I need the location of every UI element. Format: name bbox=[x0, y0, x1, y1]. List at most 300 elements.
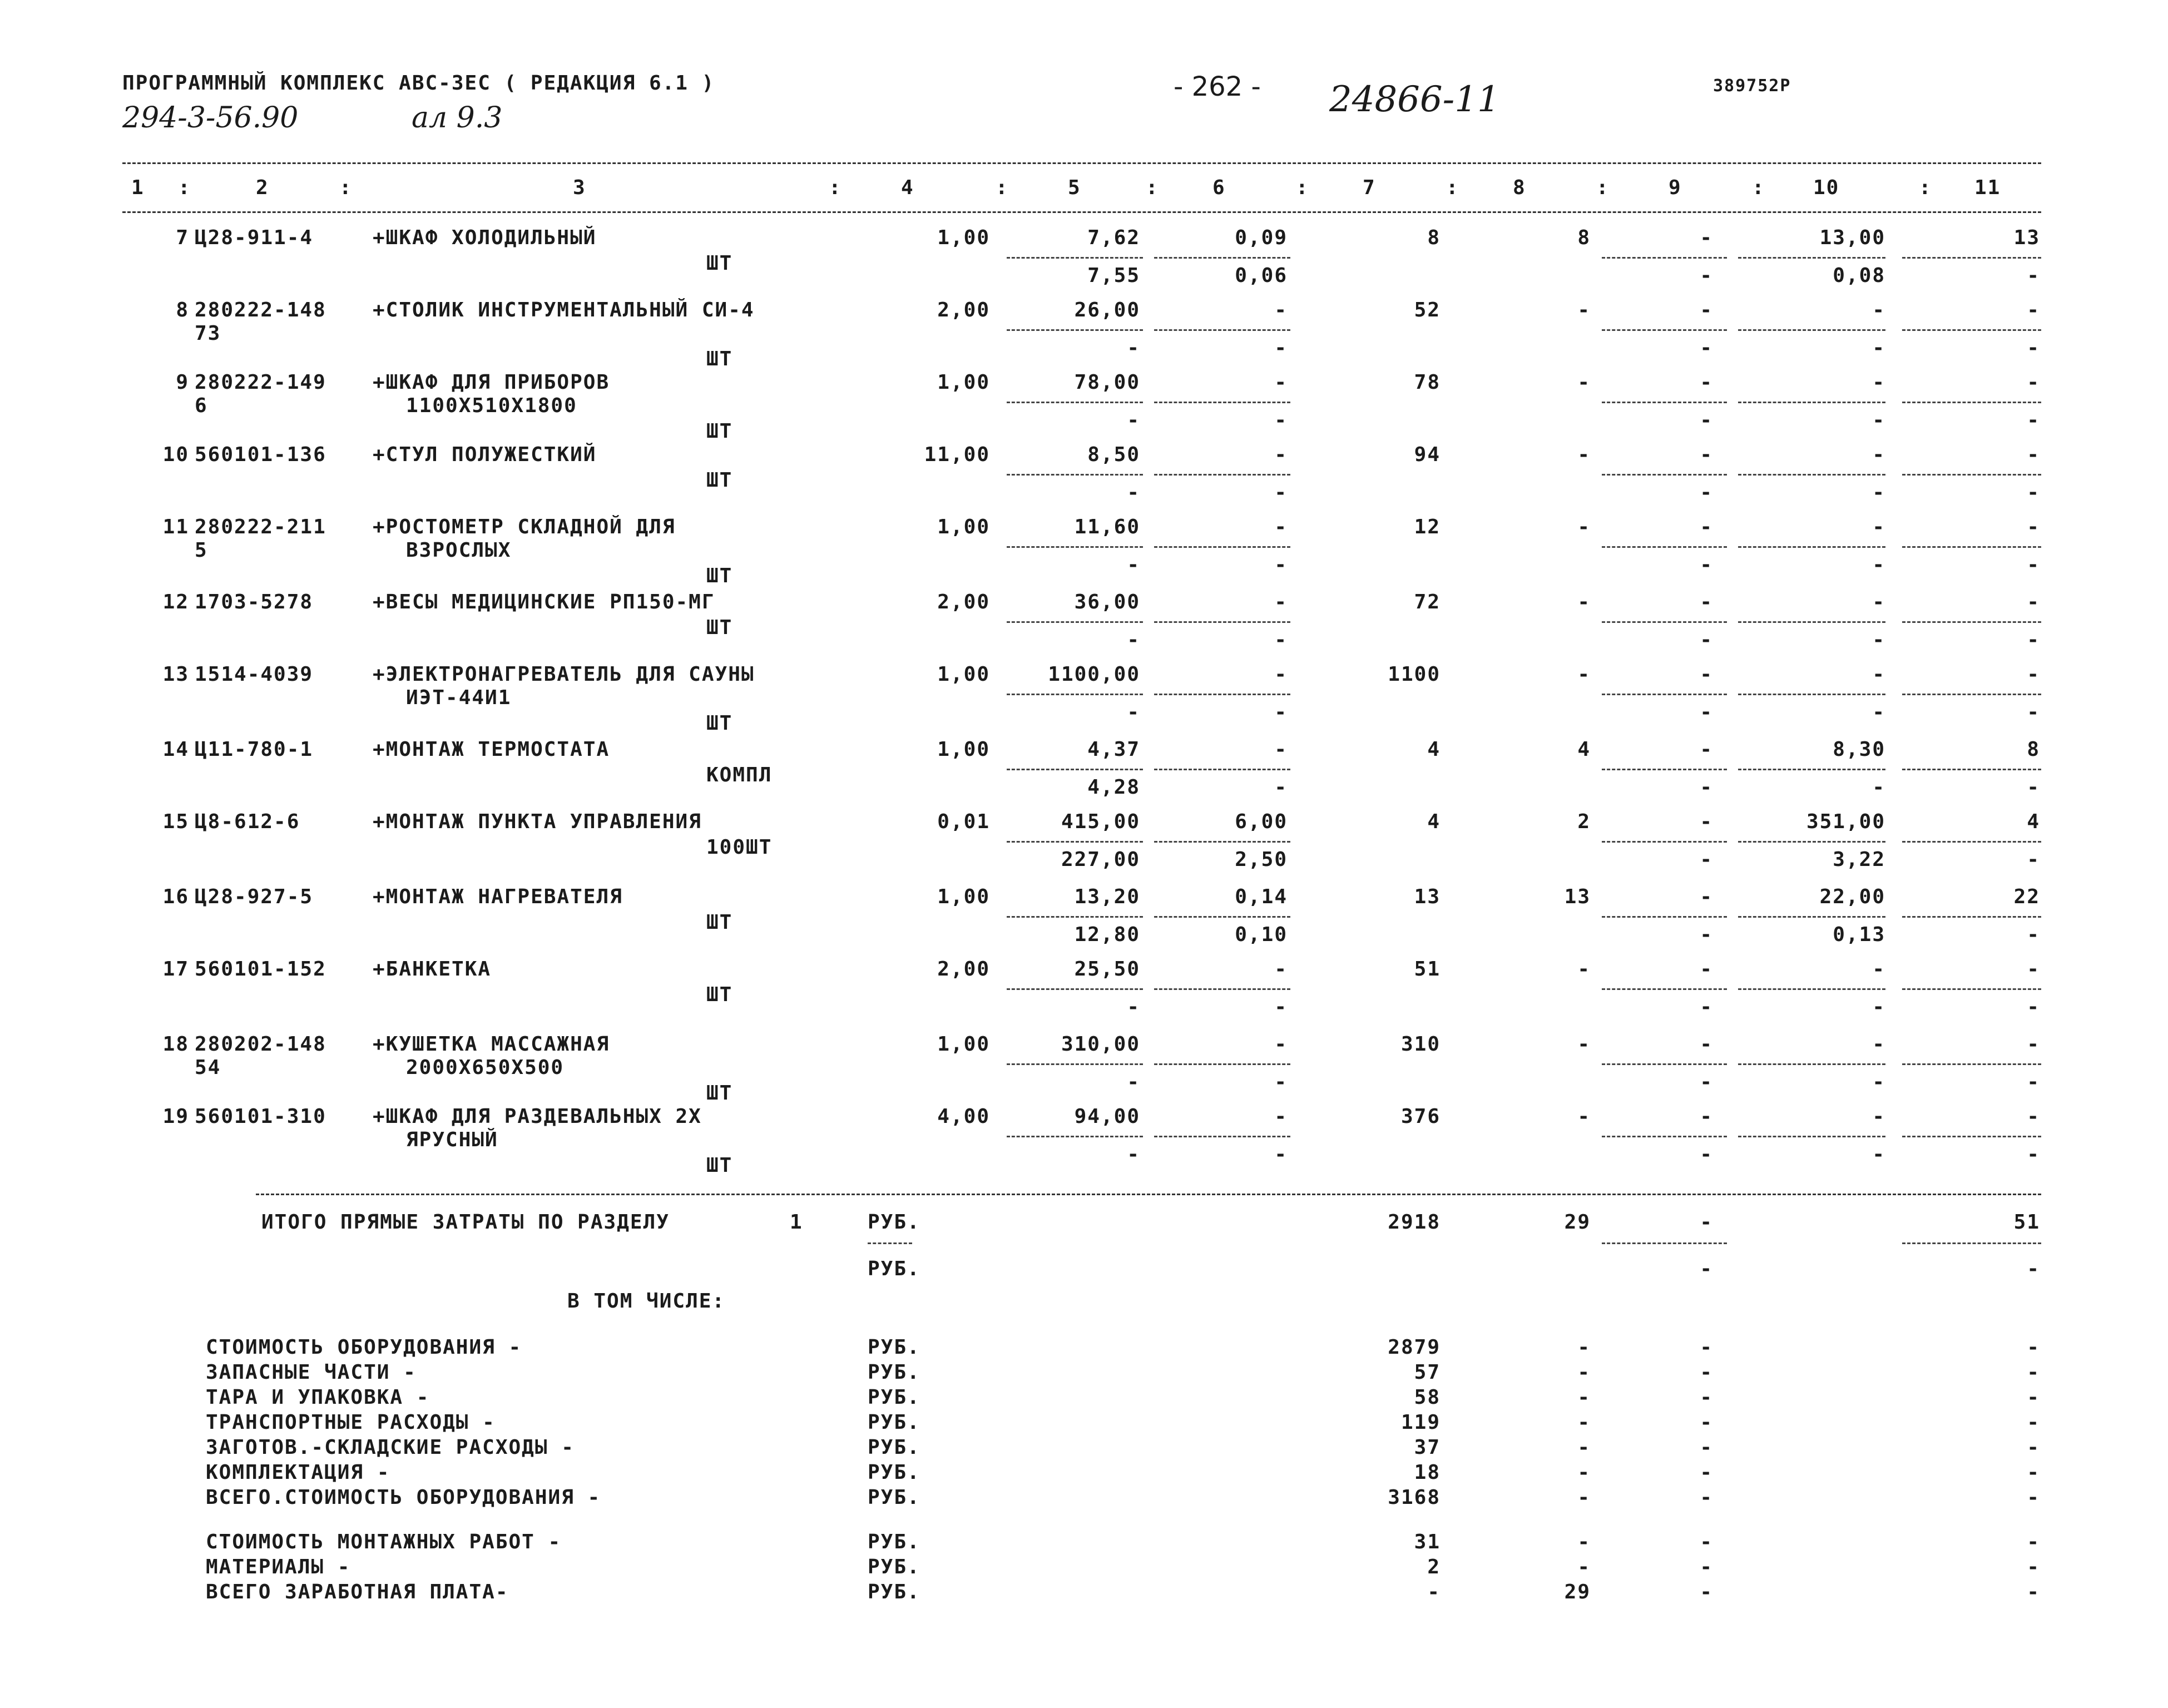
summary-col11: - bbox=[2027, 1581, 2040, 1603]
total-wages: 2 bbox=[1577, 810, 1591, 833]
unit-cost: 415,00 bbox=[1061, 810, 1140, 833]
quantity: 1,00 bbox=[937, 371, 990, 394]
cell-rule bbox=[1007, 1063, 1143, 1065]
col11-value: 8 bbox=[2027, 738, 2040, 761]
quantity: 4,00 bbox=[937, 1105, 990, 1128]
summary-col9: - bbox=[1700, 1386, 1713, 1409]
cell-rule bbox=[1738, 474, 1885, 476]
cell-rule bbox=[1154, 257, 1290, 259]
column-header: 1 bbox=[131, 176, 145, 199]
summary-unit: РУБ. bbox=[868, 1531, 920, 1553]
col10-sub-value: - bbox=[1872, 409, 1885, 432]
unit-wage: 7,55 bbox=[1087, 264, 1140, 287]
cell-rule bbox=[1007, 474, 1143, 476]
summary-wages: - bbox=[1577, 1361, 1591, 1384]
summary-wages: - bbox=[1577, 1531, 1591, 1553]
item-code: Ц28-927-5 bbox=[195, 885, 314, 908]
col9-value: - bbox=[1700, 516, 1713, 538]
unit-cost-machines: - bbox=[1274, 443, 1288, 466]
col9-value: - bbox=[1700, 958, 1713, 981]
item-name: +БАНКЕТКА bbox=[373, 958, 492, 981]
unit-cost: 13,20 bbox=[1074, 885, 1140, 908]
page-number: - 262 - bbox=[1174, 71, 1261, 102]
unit-cost-machines: - bbox=[1274, 516, 1288, 538]
unit-of-measure: ШТ bbox=[706, 1082, 733, 1105]
unit-cost-machines: - bbox=[1274, 738, 1288, 761]
col11-sub-value: - bbox=[2027, 1143, 2040, 1166]
column-separator: : bbox=[1296, 176, 1309, 199]
col11-value: - bbox=[2027, 1105, 2040, 1128]
unit-of-measure: ШТ bbox=[706, 1154, 733, 1177]
cell-rule bbox=[1154, 841, 1290, 843]
total-wages: - bbox=[1577, 371, 1591, 394]
col9-sub-value: - bbox=[1700, 264, 1713, 287]
col11-value: - bbox=[2027, 663, 2040, 686]
cell-rule bbox=[1738, 257, 1885, 259]
col10-sub-value: - bbox=[1872, 701, 1885, 724]
unit-of-measure: ШТ bbox=[706, 469, 733, 492]
item-name: +ШКАФ ХОЛОДИЛЬНЫЙ bbox=[373, 226, 597, 249]
cell-rule bbox=[1602, 621, 1727, 623]
item-name: +РОСТОМЕТР СКЛАДНОЙ ДЛЯ bbox=[373, 516, 676, 538]
item-code: 560101-152 bbox=[195, 958, 326, 981]
cell-rule bbox=[1154, 329, 1290, 331]
col9-sub-value: - bbox=[1700, 1071, 1713, 1093]
totals-col9-sub: - bbox=[1700, 1258, 1713, 1280]
item-code: 73 bbox=[195, 322, 221, 345]
row-number: 13 bbox=[162, 663, 189, 686]
col11-sub-value: - bbox=[2027, 409, 2040, 432]
summary-unit: РУБ. bbox=[868, 1336, 920, 1359]
item-code: 1514-4039 bbox=[195, 663, 314, 686]
summary-cost: 2 bbox=[1427, 1556, 1441, 1578]
totals-label: ИТОГО ПРЯМЫЕ ЗАТРАТЫ ПО РАЗДЕЛУ bbox=[261, 1211, 670, 1234]
column-header: 5 bbox=[1068, 176, 1081, 199]
col9-sub-value: - bbox=[1700, 848, 1713, 871]
col11-sub-value: - bbox=[2027, 336, 2040, 359]
cell-rule bbox=[1738, 1063, 1885, 1065]
table-header-rule bbox=[122, 211, 2041, 213]
col10-sub-value: 0,13 bbox=[1833, 923, 1885, 946]
column-separator: : bbox=[339, 176, 353, 199]
summary-label: СТОИМОСТЬ ОБОРУДОВАНИЯ - bbox=[206, 1336, 522, 1359]
cell-rule bbox=[1602, 1136, 1727, 1137]
cell-rule bbox=[1154, 474, 1290, 476]
row-number: 17 bbox=[162, 958, 189, 981]
cell-rule bbox=[1902, 474, 2041, 476]
unit-of-measure: ШТ bbox=[706, 252, 733, 275]
unit-wage: 12,80 bbox=[1074, 923, 1140, 946]
unit-wage: 227,00 bbox=[1061, 848, 1140, 871]
column-header: 11 bbox=[1974, 176, 2001, 199]
cell-rule bbox=[1902, 329, 2041, 331]
item-code: 560101-136 bbox=[195, 443, 326, 466]
cell-rule bbox=[1902, 988, 2041, 990]
summary-col11: - bbox=[2027, 1386, 2040, 1409]
column-separator: : bbox=[829, 176, 842, 199]
cell-rule bbox=[1154, 402, 1290, 403]
unit-wage-machines: 2,50 bbox=[1235, 848, 1288, 871]
col10-sub-value: - bbox=[1872, 628, 1885, 651]
summary-col11: - bbox=[2027, 1361, 2040, 1384]
cell-rule bbox=[1738, 694, 1885, 695]
unit-wage-machines: - bbox=[1274, 336, 1288, 359]
item-name: +СТУЛ ПОЛУЖЕСТКИЙ bbox=[373, 443, 597, 466]
column-separator: : bbox=[1752, 176, 1765, 199]
cell-rule bbox=[1154, 1063, 1290, 1065]
col10-value: - bbox=[1872, 958, 1885, 981]
col10-value: 351,00 bbox=[1806, 810, 1885, 833]
row-number: 15 bbox=[162, 810, 189, 833]
unit-cost: 25,50 bbox=[1074, 958, 1140, 981]
cell-rule bbox=[1902, 621, 2041, 623]
summary-label: ВСЕГО.СТОИМОСТЬ ОБОРУДОВАНИЯ - bbox=[206, 1486, 601, 1509]
quantity: 1,00 bbox=[937, 663, 990, 686]
unit-wage: - bbox=[1127, 409, 1140, 432]
col11-value: 22 bbox=[2013, 885, 2040, 908]
total-wages: - bbox=[1577, 591, 1591, 613]
col11-value: - bbox=[2027, 958, 2040, 981]
total-wages: - bbox=[1577, 663, 1591, 686]
summary-col11: - bbox=[2027, 1461, 2040, 1484]
summary-wages: - bbox=[1577, 1556, 1591, 1578]
col11-value: - bbox=[2027, 1033, 2040, 1056]
col11-value: - bbox=[2027, 371, 2040, 394]
totals-unit: РУБ. bbox=[868, 1211, 920, 1234]
unit-wage: - bbox=[1127, 996, 1140, 1018]
total-cost: 72 bbox=[1414, 591, 1441, 613]
column-header: 8 bbox=[1513, 176, 1526, 199]
total-wages: - bbox=[1577, 299, 1591, 321]
col9-sub-value: - bbox=[1700, 776, 1713, 799]
row-number: 9 bbox=[176, 371, 189, 394]
column-header: 10 bbox=[1813, 176, 1840, 199]
col10-value: 13,00 bbox=[1819, 226, 1885, 249]
cell-rule bbox=[1738, 546, 1885, 548]
item-name: ИЭТ-44И1 bbox=[406, 686, 512, 709]
unit-cost-machines: 0,09 bbox=[1235, 226, 1288, 249]
totals-col11: 51 bbox=[2013, 1211, 2040, 1234]
summary-cost: 57 bbox=[1414, 1361, 1441, 1384]
row-number: 16 bbox=[162, 885, 189, 908]
cell-rule bbox=[1738, 1136, 1885, 1137]
cell-rule bbox=[1738, 988, 1885, 990]
col9-sub-value: - bbox=[1700, 1143, 1713, 1166]
row-number: 8 bbox=[176, 299, 189, 321]
unit-cost-machines: - bbox=[1274, 958, 1288, 981]
totals-rule bbox=[1902, 1242, 2041, 1244]
summary-unit: РУБ. bbox=[868, 1556, 920, 1578]
summary-label: ЗАГОТОВ.-СКЛАДСКИЕ РАСХОДЫ - bbox=[206, 1436, 575, 1459]
col10-value: - bbox=[1872, 443, 1885, 466]
col9-sub-value: - bbox=[1700, 996, 1713, 1018]
unit-cost: 310,00 bbox=[1061, 1033, 1140, 1056]
totals-col9: - bbox=[1700, 1211, 1713, 1234]
cell-rule bbox=[1602, 988, 1727, 990]
col10-value: - bbox=[1872, 591, 1885, 613]
item-name: +МОНТАЖ ТЕРМОСТАТА bbox=[373, 738, 610, 761]
summary-unit: РУБ. bbox=[868, 1581, 920, 1603]
item-code: 1703-5278 bbox=[195, 591, 314, 613]
unit-wage-machines: - bbox=[1274, 1143, 1288, 1166]
unit-cost-machines: - bbox=[1274, 1033, 1288, 1056]
col11-sub-value: - bbox=[2027, 996, 2040, 1018]
cell-rule bbox=[1602, 329, 1727, 331]
item-code: 280222-211 bbox=[195, 516, 326, 538]
summary-wages: - bbox=[1577, 1386, 1591, 1409]
handwritten-document-number: 24866-11 bbox=[1329, 79, 1500, 120]
col10-value: - bbox=[1872, 371, 1885, 394]
col11-sub-value: - bbox=[2027, 628, 2040, 651]
col11-sub-value: - bbox=[2027, 776, 2040, 799]
column-header: 3 bbox=[573, 176, 586, 199]
summary-unit: РУБ. bbox=[868, 1411, 920, 1434]
unit-cost: 8,50 bbox=[1087, 443, 1140, 466]
item-name: ВЗРОСЛЫХ bbox=[406, 539, 512, 562]
cell-rule bbox=[1902, 1136, 2041, 1137]
quantity: 1,00 bbox=[937, 516, 990, 538]
col9-value: - bbox=[1700, 371, 1713, 394]
summary-col9: - bbox=[1700, 1581, 1713, 1603]
summary-col9: - bbox=[1700, 1556, 1713, 1578]
column-separator: : bbox=[996, 176, 1009, 199]
row-number: 14 bbox=[162, 738, 189, 761]
col11-value: 4 bbox=[2027, 810, 2040, 833]
cell-rule bbox=[1007, 621, 1143, 623]
summary-col9: - bbox=[1700, 1361, 1713, 1384]
unit-of-measure: ШТ bbox=[706, 911, 733, 934]
col10-value: - bbox=[1872, 299, 1885, 321]
row-number: 10 bbox=[162, 443, 189, 466]
col11-sub-value: - bbox=[2027, 701, 2040, 724]
totals-col11-sub: - bbox=[2027, 1258, 2040, 1280]
unit-wage-machines: - bbox=[1274, 481, 1288, 504]
total-wages: - bbox=[1577, 1033, 1591, 1056]
column-header: 4 bbox=[901, 176, 914, 199]
unit-cost: 94,00 bbox=[1074, 1105, 1140, 1128]
unit-wage: - bbox=[1127, 701, 1140, 724]
unit-of-measure: КОМПЛ bbox=[706, 764, 773, 786]
total-cost: 52 bbox=[1414, 299, 1441, 321]
col9-sub-value: - bbox=[1700, 336, 1713, 359]
item-code: 560101-310 bbox=[195, 1105, 326, 1128]
col11-sub-value: - bbox=[2027, 264, 2040, 287]
unit-of-measure: 100ШТ bbox=[706, 836, 773, 859]
cell-rule bbox=[1154, 694, 1290, 695]
unit-wage: 4,28 bbox=[1087, 776, 1140, 799]
unit-wage: - bbox=[1127, 481, 1140, 504]
summary-unit: РУБ. bbox=[868, 1436, 920, 1459]
item-name: +ВЕСЫ МЕДИЦИНСКИЕ РП150-МГ bbox=[373, 591, 715, 613]
col10-sub-value: - bbox=[1872, 481, 1885, 504]
cell-rule bbox=[1738, 769, 1885, 770]
col11-sub-value: - bbox=[2027, 923, 2040, 946]
summary-wages: - bbox=[1577, 1411, 1591, 1434]
cell-rule bbox=[1902, 1063, 2041, 1065]
summary-col9: - bbox=[1700, 1531, 1713, 1553]
summary-unit: РУБ. bbox=[868, 1461, 920, 1484]
unit-wage-machines: - bbox=[1274, 1071, 1288, 1093]
row-number: 7 bbox=[176, 226, 189, 249]
cell-rule bbox=[1738, 402, 1885, 403]
summary-cost: 3168 bbox=[1388, 1486, 1441, 1509]
summary-col11: - bbox=[2027, 1336, 2040, 1359]
cell-rule bbox=[1902, 546, 2041, 548]
summary-wages: - bbox=[1577, 1436, 1591, 1459]
cell-rule bbox=[1154, 621, 1290, 623]
cell-rule bbox=[1738, 329, 1885, 331]
cell-rule bbox=[1602, 769, 1727, 770]
col9-sub-value: - bbox=[1700, 409, 1713, 432]
summary-label: ВСЕГО ЗАРАБОТНАЯ ПЛАТА- bbox=[206, 1581, 509, 1603]
cell-rule bbox=[1738, 621, 1885, 623]
cell-rule bbox=[1154, 916, 1290, 918]
including-heading: В ТОМ ЧИСЛЕ: bbox=[567, 1290, 726, 1313]
col11-sub-value: - bbox=[2027, 848, 2040, 871]
item-name: ЯРУСНЫЙ bbox=[406, 1128, 498, 1151]
cell-rule bbox=[1902, 841, 2041, 843]
summary-label: ТАРА И УПАКОВКА - bbox=[206, 1386, 430, 1409]
col10-value: - bbox=[1872, 1033, 1885, 1056]
quantity: 1,00 bbox=[937, 226, 990, 249]
table-bottom-rule bbox=[256, 1194, 2041, 1195]
summary-col9: - bbox=[1700, 1436, 1713, 1459]
unit-wage-machines: 0,10 bbox=[1235, 923, 1288, 946]
row-number: 11 bbox=[162, 516, 189, 538]
quantity: 11,00 bbox=[924, 443, 990, 466]
column-separator: : bbox=[1596, 176, 1610, 199]
total-wages: 8 bbox=[1577, 226, 1591, 249]
col10-sub-value: - bbox=[1872, 996, 1885, 1018]
unit-cost-machines: - bbox=[1274, 1105, 1288, 1128]
summary-unit: РУБ. bbox=[868, 1361, 920, 1384]
totals-wages: 29 bbox=[1564, 1211, 1591, 1234]
cell-rule bbox=[1007, 769, 1143, 770]
cell-rule bbox=[1007, 329, 1143, 331]
summary-cost: 2879 bbox=[1388, 1336, 1441, 1359]
col11-value: 13 bbox=[2013, 226, 2040, 249]
unit-wage-machines: - bbox=[1274, 628, 1288, 651]
unit-wage: - bbox=[1127, 553, 1140, 576]
item-name: +КУШЕТКА МАССАЖНАЯ bbox=[373, 1033, 610, 1056]
item-name: +ШКАФ ДЛЯ ПРИБОРОВ bbox=[373, 371, 610, 394]
unit-cost: 26,00 bbox=[1074, 299, 1140, 321]
col9-sub-value: - bbox=[1700, 701, 1713, 724]
summary-wages: - bbox=[1577, 1336, 1591, 1359]
cell-rule bbox=[1007, 1136, 1143, 1137]
handwritten-project-code: 294-3-56.90 bbox=[122, 101, 299, 135]
unit-of-measure: ШТ bbox=[706, 616, 733, 639]
unit-wage-machines: 0,06 bbox=[1235, 264, 1288, 287]
cell-rule bbox=[1007, 988, 1143, 990]
cell-rule bbox=[1007, 841, 1143, 843]
unit-cost-machines: - bbox=[1274, 371, 1288, 394]
summary-label: МАТЕРИАЛЫ - bbox=[206, 1556, 351, 1578]
col10-sub-value: 0,08 bbox=[1833, 264, 1885, 287]
unit-cost: 4,37 bbox=[1087, 738, 1140, 761]
summary-cost: 119 bbox=[1400, 1411, 1441, 1434]
col9-value: - bbox=[1700, 810, 1713, 833]
cell-rule bbox=[1902, 694, 2041, 695]
cell-rule bbox=[1602, 402, 1727, 403]
summary-col9: - bbox=[1700, 1411, 1713, 1434]
summary-cost: - bbox=[1427, 1581, 1441, 1603]
total-wages: - bbox=[1577, 1105, 1591, 1128]
table-top-rule bbox=[122, 162, 2041, 164]
summary-unit: РУБ. bbox=[868, 1386, 920, 1409]
col9-sub-value: - bbox=[1700, 481, 1713, 504]
col9-value: - bbox=[1700, 226, 1713, 249]
totals-cost: 2918 bbox=[1388, 1211, 1441, 1234]
col11-value: - bbox=[2027, 299, 2040, 321]
cell-rule bbox=[1154, 1136, 1290, 1137]
item-name: +МОНТАЖ НАГРЕВАТЕЛЯ bbox=[373, 885, 623, 908]
quantity: 1,00 bbox=[937, 1033, 990, 1056]
total-cost: 4 bbox=[1427, 738, 1441, 761]
col9-value: - bbox=[1700, 591, 1713, 613]
total-wages: 13 bbox=[1564, 885, 1591, 908]
column-header: 2 bbox=[256, 176, 269, 199]
col9-value: - bbox=[1700, 885, 1713, 908]
total-cost: 4 bbox=[1427, 810, 1441, 833]
summary-wages: - bbox=[1577, 1461, 1591, 1484]
item-code: 280222-149 bbox=[195, 371, 326, 394]
unit-wage: - bbox=[1127, 628, 1140, 651]
unit-cost-machines: 6,00 bbox=[1235, 810, 1288, 833]
col9-sub-value: - bbox=[1700, 553, 1713, 576]
quantity: 2,00 bbox=[937, 591, 990, 613]
unit-wage-machines: - bbox=[1274, 701, 1288, 724]
cell-rule bbox=[1602, 257, 1727, 259]
column-header: 9 bbox=[1669, 176, 1682, 199]
row-number: 19 bbox=[162, 1105, 189, 1128]
quantity: 0,01 bbox=[937, 810, 990, 833]
total-cost: 78 bbox=[1414, 371, 1441, 394]
cell-rule bbox=[1007, 694, 1143, 695]
cell-rule bbox=[1154, 988, 1290, 990]
item-code: 280222-148 bbox=[195, 299, 326, 321]
quantity: 2,00 bbox=[937, 299, 990, 321]
unit-of-measure: ШТ bbox=[706, 348, 733, 370]
col10-value: 22,00 bbox=[1819, 885, 1885, 908]
summary-wages: - bbox=[1577, 1486, 1591, 1509]
total-cost: 13 bbox=[1414, 885, 1441, 908]
cell-rule bbox=[1602, 841, 1727, 843]
column-separator: : bbox=[1446, 176, 1459, 199]
summary-col11: - bbox=[2027, 1436, 2040, 1459]
total-wages: - bbox=[1577, 958, 1591, 981]
handwritten-album: ал 9.3 bbox=[412, 101, 503, 135]
unit-of-measure: ШТ bbox=[706, 712, 733, 735]
col11-value: - bbox=[2027, 443, 2040, 466]
cell-rule bbox=[1007, 257, 1143, 259]
item-name: 1100X510X1800 bbox=[406, 394, 577, 417]
summary-col11: - bbox=[2027, 1556, 2040, 1578]
program-title: ПРОГРАММНЫЙ КОМПЛЕКС АВС-3ЕС ( РЕДАКЦИЯ 6.1 ) bbox=[122, 72, 715, 95]
summary-label: КОМПЛЕКТАЦИЯ - bbox=[206, 1461, 390, 1484]
column-header: 6 bbox=[1212, 176, 1226, 199]
summary-wages: 29 bbox=[1564, 1581, 1591, 1603]
total-cost: 376 bbox=[1400, 1105, 1441, 1128]
cell-rule bbox=[1602, 546, 1727, 548]
col10-sub-value: - bbox=[1872, 553, 1885, 576]
cell-rule bbox=[1007, 402, 1143, 403]
column-separator: : bbox=[1146, 176, 1159, 199]
totals-unit-rule bbox=[868, 1242, 912, 1244]
col9-value: - bbox=[1700, 1033, 1713, 1056]
cell-rule bbox=[1602, 1063, 1727, 1065]
col10-value: - bbox=[1872, 1105, 1885, 1128]
